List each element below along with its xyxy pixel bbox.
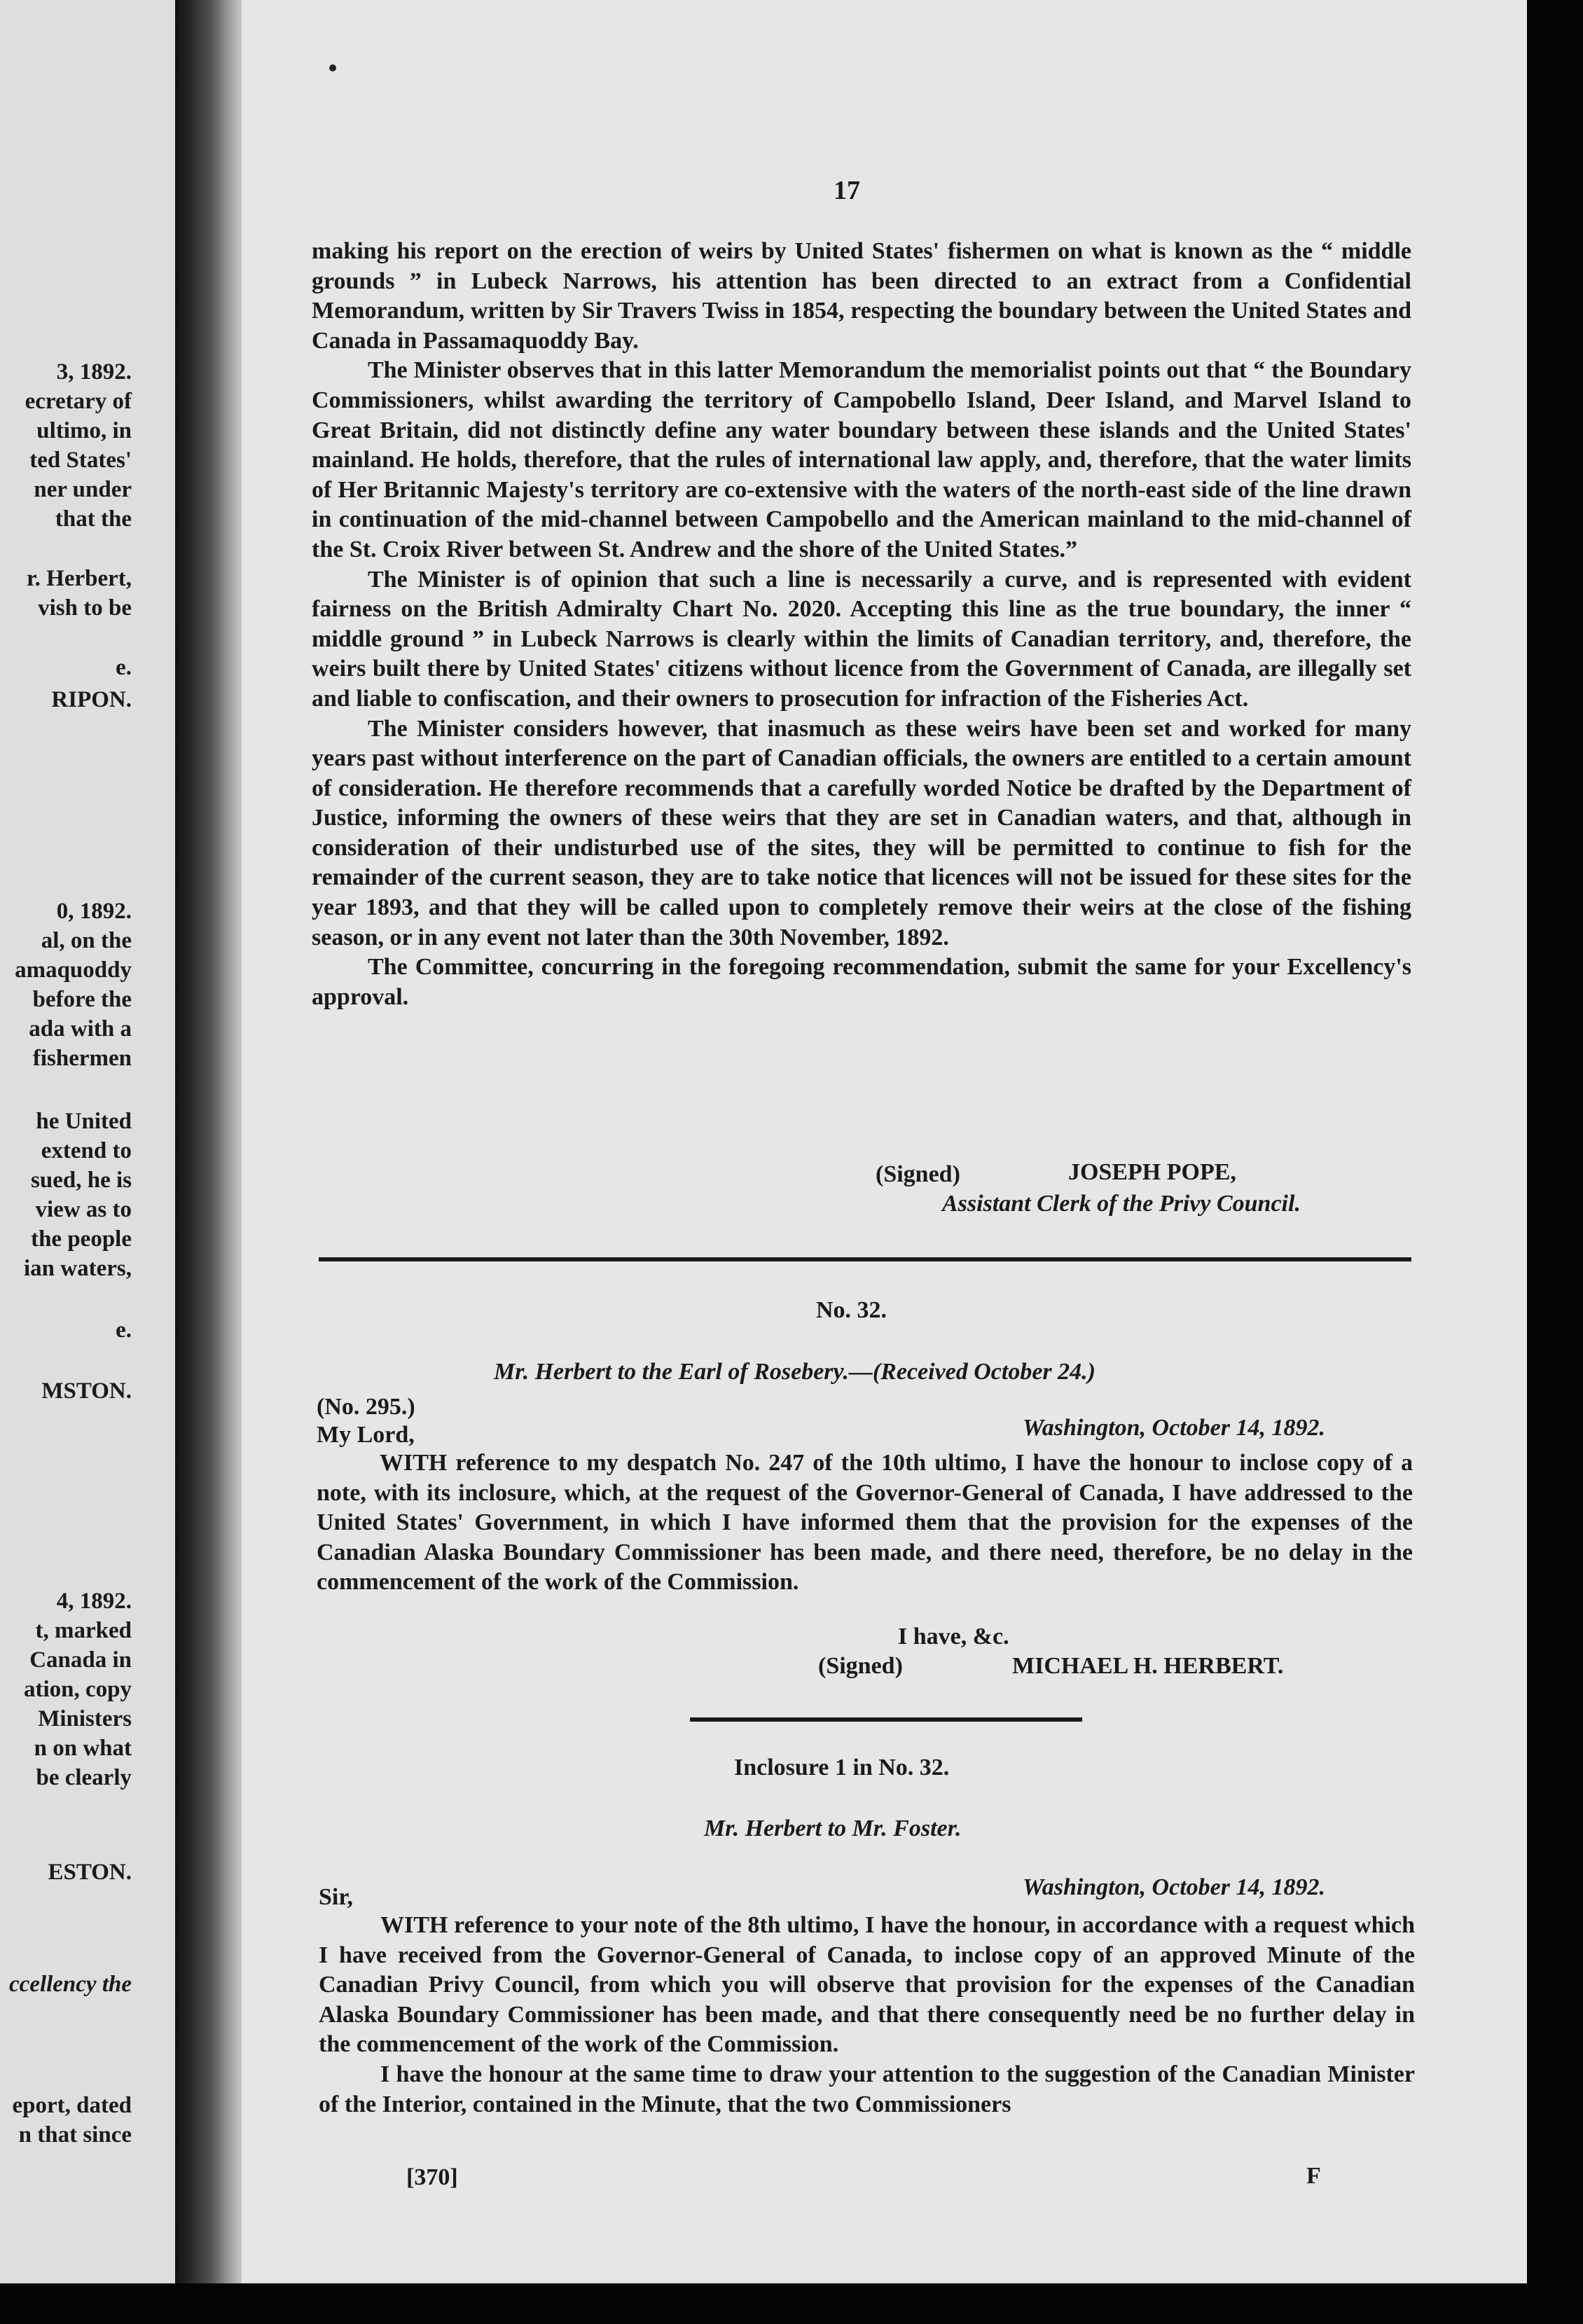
paragraph: WITH reference to your note of the 8th ultimo, I have the honour, in accordance with a request which I have received from the Governor-General of Canada, to inclose copy of an approved Minute of the Canadian Privy Council, from which you will observe that provision for the expenses of the Canadian Alaska Boundary Commissioner has been made, and that there consequently need be no further delay in the commencement of the work of the Commission. — [319, 1912, 1415, 2058]
letter-date: Washington, October 14, 1892. — [1023, 1874, 1325, 1900]
letter-close: I have, &c. — [898, 1624, 1009, 1649]
speck-mark — [329, 64, 336, 71]
facing-page-line: ultimo, in — [36, 418, 132, 443]
signature-signed: (Signed) — [876, 1161, 960, 1187]
signature-signed: (Signed) — [818, 1653, 903, 1679]
facing-page-fragment — [0, 0, 175, 2324]
scan-border-right — [1527, 0, 1583, 2324]
facing-page-line: be clearly — [36, 1765, 132, 1790]
paragraph: I have the honour at the same time to draw your attention to the suggestion of the Canadian Minister of the Interior, contained in the Minute, that the two Commissioners — [319, 2061, 1415, 2117]
signature-title: Assistant Clerk of the Privy Council. — [942, 1191, 1301, 1217]
paragraph: The Minister is of opinion that such a line is necessarily a curve, and is represented with evident fairness on the British Admiralty Chart No. 2020. Accepting this line as the true boundary, the inner “ middle ground ” in Lubeck Narrows is clearly within the limits of Canadian territory, and, therefore, the weirs built there by United States' citizens without licence from the Government of Canada, are illegally set and liable to confiscation, and their owners to prosecution for infraction of the Fisheries Act. — [312, 566, 1411, 712]
facing-page-line: ian waters, — [24, 1256, 132, 1281]
facing-page-line: 4, 1892. — [56, 1589, 132, 1614]
paragraph: making his report on the erection of weirs by United States' fishermen on what is known as the “ middle grounds ” in Lubeck Narrows, his attention has been directed to an extract from a Confidential Memorandum, written by Sir Travers Twiss in 1854, respecting the boundary between the United States and Canada in Passamaquoddy Bay. — [312, 238, 1411, 354]
despatch-reference: (No. 295.) — [317, 1394, 415, 1420]
facing-page-line: ner under — [34, 477, 132, 502]
facing-page-line: ada with a — [29, 1016, 132, 1042]
inclosure-heading: Inclosure 1 in No. 32. — [734, 1755, 950, 1780]
facing-page-line: MSTON. — [41, 1378, 132, 1404]
facing-page-line: RIPON. — [51, 687, 132, 712]
signature-name: JOSEPH POPE, — [1068, 1159, 1236, 1185]
letter-body — [319, 1911, 1415, 2119]
document-heading: No. 32. — [816, 1297, 887, 1323]
section-divider — [319, 1257, 1411, 1261]
facing-page-line: before the — [32, 987, 132, 1012]
salutation: My Lord, — [317, 1422, 415, 1448]
document-subheading: Mr. Herbert to the Earl of Rosebery.—(Received October 24.) — [494, 1359, 1095, 1385]
facing-page-line: 3, 1892. — [56, 359, 132, 385]
facing-page-line: view as to — [35, 1197, 132, 1222]
book-gutter — [175, 0, 242, 2324]
facing-page-line: n on what — [34, 1736, 132, 1761]
facing-page-line: r. Herbert, — [27, 566, 132, 591]
facing-page-line: ation, copy — [23, 1677, 132, 1702]
facing-page-line: e. — [116, 655, 132, 680]
facing-page-line: the people — [31, 1226, 132, 1252]
facing-page-line: e. — [116, 1317, 132, 1343]
paragraph: The Minister observes that in this latter Memorandum the memorialist points out that “ the Boundary Commissioners, whilst awarding the territory of Campobello Island, Deer Island, and Marvel Island to Great Britain, did not distinctly define any water boundary between these islands and the United States' mainland. He holds, therefore, that the rules of international law apply, and, therefore, that the water limits of Her Britannic Majesty's territory are co-extensive with the waters of the north-east side of the line drawn in continuation of the mid-channel between Campobello and the American mainland to the mid-channel of the St. Croix River between St. Andrew and the shore of the United States.” — [312, 357, 1411, 562]
page-number: 17 — [834, 176, 860, 205]
paragraph: The Committee, concurring in the foregoing recommendation, submit the same for your Excellency's approval. — [312, 954, 1411, 1010]
minute-continuation — [312, 237, 1411, 1012]
facing-page-line: extend to — [41, 1138, 132, 1163]
facing-page-line: 0, 1892. — [56, 899, 132, 924]
inclosure-subheading: Mr. Herbert to Mr. Foster. — [704, 1815, 962, 1841]
letter-date: Washington, October 14, 1892. — [1023, 1415, 1325, 1441]
scan-border-bottom — [0, 2283, 1583, 2324]
facing-page-line: fishermen — [32, 1046, 132, 1071]
facing-page-line: ccellency the — [9, 1972, 132, 1997]
facing-page-line: n that since — [18, 2122, 132, 2147]
facing-page-line: t, marked — [35, 1618, 132, 1643]
facing-page-line: vish to be — [38, 595, 132, 621]
facing-page-line: ESTON. — [48, 1860, 132, 1885]
gathering-letter: F — [1306, 2163, 1321, 2189]
salutation: Sir, — [319, 1884, 353, 1910]
facing-page-line: eport, dated — [12, 2093, 132, 2118]
signature-name: MICHAEL H. HERBERT. — [1012, 1653, 1284, 1679]
letter-body — [317, 1448, 1413, 1598]
facing-page-line: ecretary of — [25, 389, 132, 414]
signature-mark: [370] — [406, 2164, 458, 2190]
paragraph: The Minister considers however, that inasmuch as these weirs have been set and worked for many years past without interference on the part of Canadian officials, the owners are entitled to a certain amount of consideration. He therefore recommends that a carefully worded Notice be drafted by the Department of Justice, informing the owners of these weirs that they are set in Canadian waters, and that, although in consideration of their undisturbed use of the sites, they will be permitted to continue to fish for the remainder of the current season, they are to take notice that licences will not be issued for these sites for the year 1893, and that they will be called upon to completely remove their weirs at the close of the fishing season, or in any event not later than the 30th November, 1892. — [312, 715, 1411, 950]
facing-page-line: al, on the — [41, 928, 132, 953]
facing-page-line: sued, he is — [31, 1168, 132, 1193]
paragraph: WITH reference to my despatch No. 247 of the 10th ultimo, I have the honour to inclose copy of a note, with its inclosure, which, at the request of the Governor-General of Canada, I have addressed to the United States' Government, in which I have informed them that the provision for the expenses of the Canadian Alaska Boundary Commissioner has been made, and there need, therefore, be no delay in the commencement of the work of the Commission. — [317, 1450, 1413, 1596]
facing-page-line: amaquoddy — [15, 957, 132, 983]
facing-page-line: Ministers — [38, 1706, 132, 1731]
facing-page-line: Canada in — [29, 1647, 132, 1673]
facing-page-line: that the — [55, 506, 132, 532]
facing-page-line: ted States' — [29, 448, 132, 473]
section-divider — [690, 1717, 1082, 1722]
facing-page-line: he United — [36, 1109, 132, 1134]
